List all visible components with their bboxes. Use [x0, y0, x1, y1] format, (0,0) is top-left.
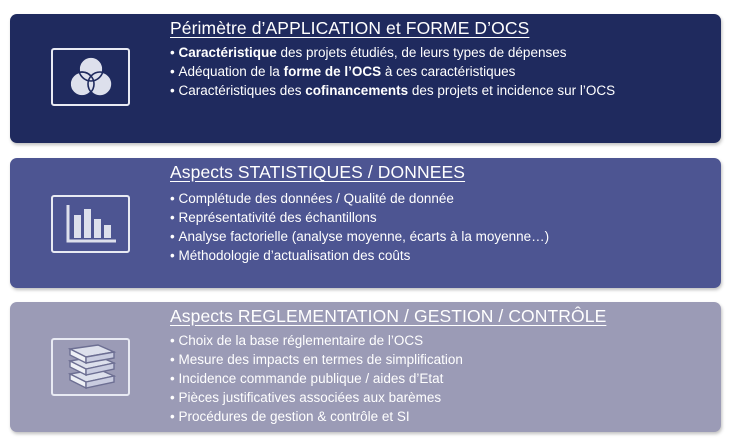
list-item: • Choix de la base réglementaire de l’OCS — [170, 331, 463, 350]
bullet-list — [170, 331, 463, 426]
section-regulation-panel — [10, 302, 721, 432]
list-item: • Adéquation de la forme de l’OCS à ces caractéristiques — [170, 62, 615, 81]
section-title: Périmètre d’APPLICATION et FORME D’OCS — [170, 18, 530, 38]
list-item: • Méthodologie d’actualisation des coûts — [170, 246, 549, 265]
bullet-list — [170, 43, 615, 100]
list-item: • Complétude des données / Qualité de donnée — [170, 189, 549, 208]
section-title: Aspects STATISTIQUES / DONNEES — [170, 162, 466, 182]
icon-frame — [51, 195, 130, 253]
list-item: • Analyse factorielle (analyse moyenne, écarts à la moyenne…) — [170, 227, 549, 246]
bar-chart-icon — [62, 201, 120, 247]
icon-frame — [51, 48, 130, 106]
list-item: • Mesure des impacts en termes de simplification — [170, 350, 463, 369]
venn-circles-icon — [62, 54, 120, 100]
list-item: • Caractéristiques des cofinancements des projets et incidence sur l’OCS — [170, 81, 615, 100]
bullet-list — [170, 189, 549, 265]
list-item: • Pièces justificatives associées aux barèmes — [170, 388, 463, 407]
icon-frame — [51, 338, 130, 396]
section-title: Aspects REGLEMENTATION / GESTION / CONTRÔLE — [170, 306, 607, 326]
book-stack-icon — [62, 344, 120, 390]
list-item: • Procédures de gestion & contrôle et SI — [170, 407, 463, 426]
section-statistics-panel — [10, 158, 721, 288]
list-item: • Représentativité des échantillons — [170, 208, 549, 227]
list-item: • Caractéristique des projets étudiés, de leurs types de dépenses — [170, 43, 615, 62]
list-item: • Incidence commande publique / aides d’Etat — [170, 369, 463, 388]
section-application-panel — [10, 14, 721, 143]
